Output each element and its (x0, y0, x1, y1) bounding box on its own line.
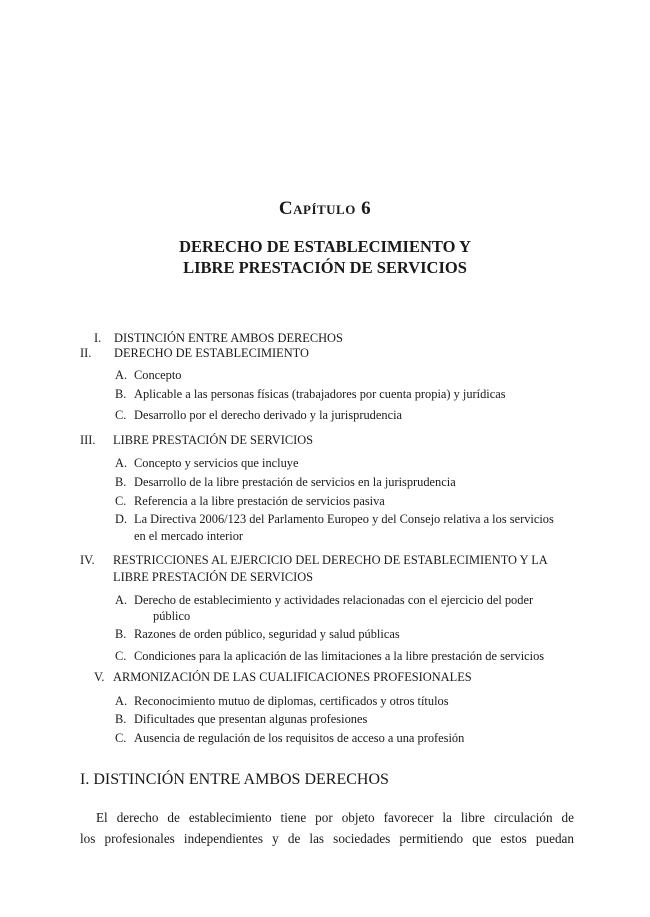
toc-s3-b-letter: B. (115, 475, 127, 489)
toc-s2-num: II. (80, 346, 92, 360)
chapter-label: Capítulo 6 (278, 198, 372, 219)
toc-s1-label: DISTINCIÓN ENTRE AMBOS DERECHOS (114, 331, 343, 345)
toc-s3-d-letter: D. (115, 512, 128, 526)
toc-s4-num: IV. (80, 553, 95, 567)
toc-s4-c-text: Condiciones para la aplicación de las limitaciones a la libre prestación de servicios (134, 649, 545, 663)
body-line-2: los profesionales independientes y de las sociedades permitiendo que estos puedan (80, 831, 574, 846)
toc-s3-c-text: Referencia a la libre prestación de servicios pasiva (134, 494, 385, 508)
toc-s1-num: I. (94, 331, 102, 345)
toc-s3-a-text: Concepto y servicios que incluye (134, 456, 299, 470)
section-heading: I. DISTINCIÓN ENTRE AMBOS DERECHOS (80, 771, 389, 788)
toc-s5-b-letter: B. (115, 712, 127, 726)
toc-s4-label-cont: LIBRE PRESTACIÓN DE SERVICIOS (113, 570, 314, 584)
toc-s5-a-text: Reconocimiento mutuo de diplomas, certificados y otros títulos (134, 694, 449, 708)
toc-s3-num: III. (80, 433, 96, 447)
toc-s5-b-text: Dificultades que presentan algunas profesiones (134, 712, 368, 726)
toc-s4-b-letter: B. (115, 627, 127, 641)
toc-s4-b-text: Razones de orden público, seguridad y salud públicas (134, 627, 400, 641)
toc-s5-label: ARMONIZACIÓN DE LAS CUALIFICACIONES PROFESIONALES (113, 670, 472, 684)
toc-s5-a-letter: A. (115, 694, 128, 708)
chapter-title-line-1: DERECHO DE ESTABLECIMIENTO Y (179, 237, 471, 256)
toc-s4-label: RESTRICCIONES AL EJERCICIO DEL DERECHO DE ESTABLECIMIENTO Y LA (113, 553, 548, 567)
toc-s2-a-text: Concepto (134, 368, 182, 382)
toc-s2-a-letter: A. (115, 368, 128, 382)
toc-s2-c-text: Desarrollo por el derecho derivado y la jurisprudencia (134, 408, 403, 422)
chapter-title-line-2: LIBRE PRESTACIÓN DE SERVICIOS (183, 258, 467, 277)
toc-s2-b-letter: B. (115, 387, 127, 401)
toc-s3-c-letter: C. (115, 494, 127, 508)
toc-s2-b-text: Aplicable a las personas físicas (trabajadores por cuenta propia) y jurídicas (134, 387, 506, 401)
toc-s2-c-letter: C. (115, 408, 127, 422)
body-line-1: El derecho de establecimiento tiene por objeto favorecer la libre circulación de (96, 810, 574, 825)
toc-s5-c-text: Ausencia de regulación de los requisitos de acceso a una profesión (134, 731, 465, 745)
toc-s3-a-letter: A. (115, 456, 128, 470)
toc-s2-label: DERECHO DE ESTABLECIMIENTO (114, 346, 309, 360)
toc-s3-label: LIBRE PRESTACIÓN DE SERVICIOS (113, 433, 314, 447)
toc-s4-a-text-cont: público (153, 609, 191, 623)
toc-s5-num: V. (94, 670, 105, 684)
toc-s3-d-text: La Directiva 2006/123 del Parlamento Europeo y del Consejo relativa a los servicios (134, 512, 554, 526)
toc-s4-a-text: Derecho de establecimiento y actividades relacionadas con el ejercicio del poder (134, 593, 534, 607)
toc-s4-c-letter: C. (115, 649, 127, 663)
toc-s3-b-text: Desarrollo de la libre prestación de servicios en la jurisprudencia (134, 475, 456, 489)
toc-s3-d-text-cont: en el mercado interior (134, 529, 244, 543)
toc-s5-c-letter: C. (115, 731, 127, 745)
toc-s4-a-letter: A. (115, 593, 128, 607)
